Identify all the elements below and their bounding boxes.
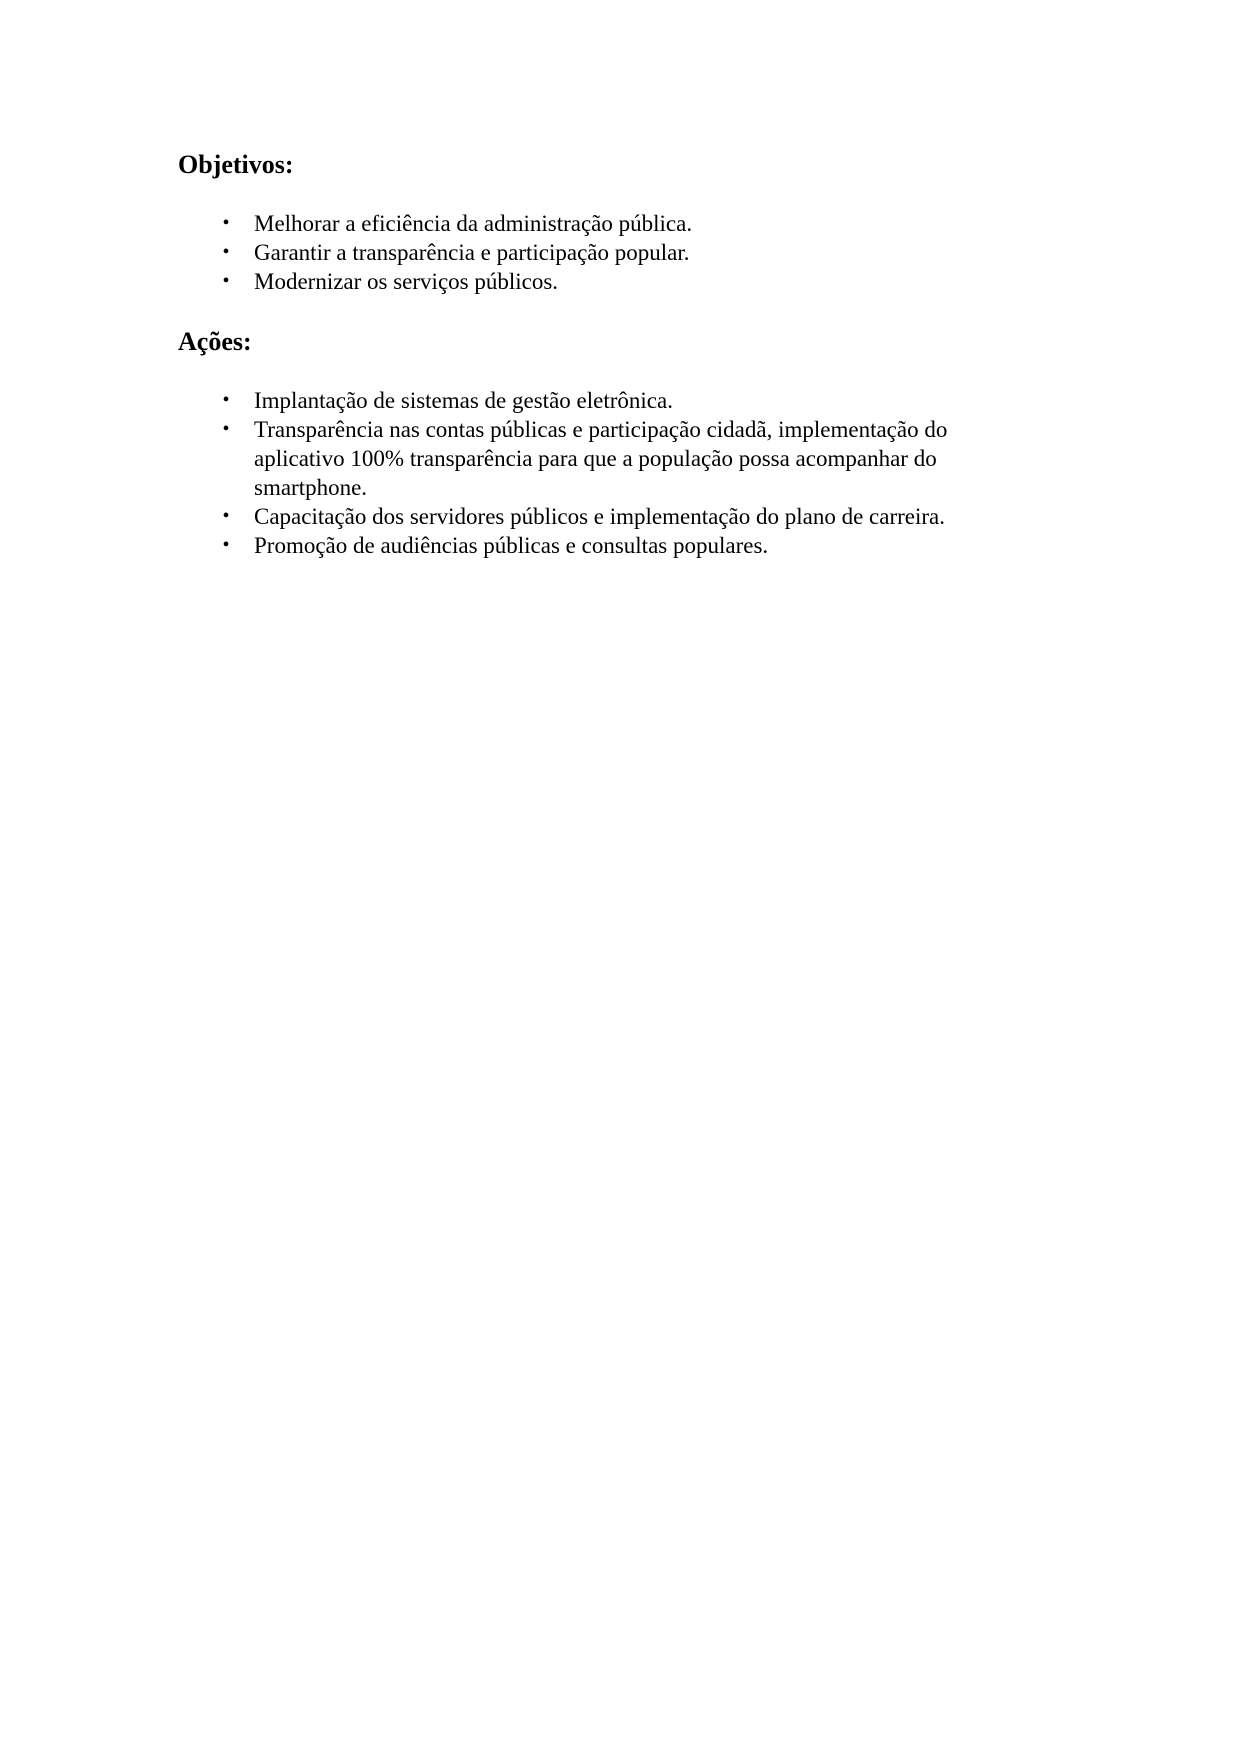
bullet-icon: •: [222, 505, 230, 527]
list-item-text: Capacitação dos servidores públicos e implementação do plano de carreira.: [254, 504, 945, 529]
list-item: [178, 502, 1038, 531]
list-item: [178, 209, 1038, 238]
list-item: [178, 531, 1038, 560]
list-item-text: Transparência nas contas públicas e participação cidadã, implementação do aplicativo 100% transparência para que a população possa acompanhar do smartphone.: [254, 417, 948, 500]
section-heading-objetivos: Objetivos:: [178, 150, 294, 179]
list-item-text: Modernizar os serviços públicos.: [254, 269, 559, 294]
bullet-icon: •: [222, 418, 230, 440]
acoes-list: [178, 386, 1038, 560]
list-item: [178, 238, 1038, 267]
list-item: [178, 415, 1038, 502]
section-heading-acoes: Ações:: [178, 327, 252, 356]
list-item-text: Garantir a transparência e participação popular.: [254, 240, 690, 265]
list-item-text: Promoção de audiências públicas e consultas populares.: [254, 533, 769, 558]
list-item-text: Implantação de sistemas de gestão eletrônica.: [254, 388, 673, 413]
bullet-icon: •: [222, 534, 230, 556]
objetivos-list: [178, 209, 1038, 296]
list-item-text: Melhorar a eficiência da administração pública.: [254, 211, 693, 236]
bullet-icon: •: [222, 212, 230, 234]
bullet-icon: •: [222, 270, 230, 292]
bullet-icon: •: [222, 389, 230, 411]
bullet-icon: •: [222, 241, 230, 263]
list-item: [178, 386, 1038, 415]
list-item: [178, 267, 1038, 296]
